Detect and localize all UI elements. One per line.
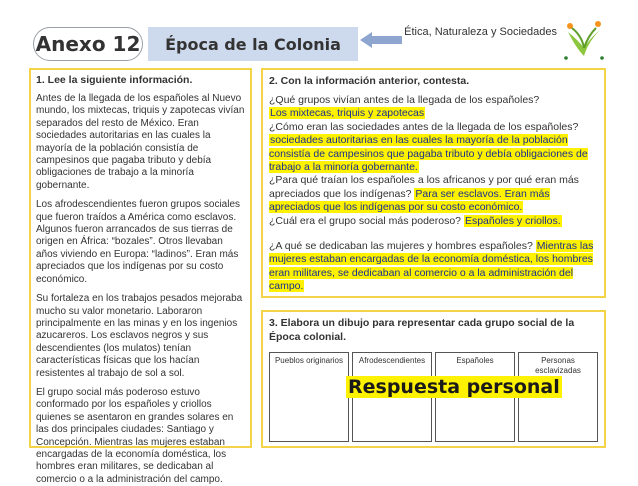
reading-paragraph: Su fortaleza en los trabajos pesados mejoraba mucho su valor monetario. Laboraron principalmente en las minas y en los ingenios azucareros. Los esclavos negros y sus descendientes (los mulatos) tenían características físicas que los hacían resistentes al trabajo de sol a sol. (36, 293, 243, 379)
question-5: ¿A qué se dedicaban las mujeres y hombres españoles? (269, 240, 533, 253)
question-1: ¿Qué grupos vivían antes de la llegada de los españoles? (269, 94, 540, 106)
personal-answer-label: Respuesta personal (348, 376, 560, 398)
answer-3: Para ser esclavos. Eran más apreciados que los indígenas por su costo económico. (269, 187, 550, 214)
question-2: ¿Cómo eran las sociedades antes de la llegada de los españoles? (269, 120, 579, 133)
question-3: ¿Para qué traían los españoles a los africanos y por qué eran más apreciados que los indígenas? (269, 174, 579, 200)
logo-icon (562, 18, 606, 62)
answer-2: sociedades autoritarias en las cuales la mayoría de la población consistía de campesinos que pagaba tributo y debía obligaciones de trabajo a la minoría gobernante. (269, 134, 588, 174)
question-4: ¿Cuál era el grupo social más poderoso? (269, 214, 462, 227)
cell-label: Pueblos originarios (274, 356, 344, 365)
questions-box (261, 68, 606, 298)
drawing-box (261, 310, 606, 448)
reading-paragraph: Los afrodescendientes fueron grupos sociales que fueron traídos a América como esclavos. Algunos fueron arrancados de sus tierras de origen en África: “bozales”. Otros llevaban años viviendo en Europa: “ladinos”. Eran más apreciados que los indígenas por su costo económico. (36, 199, 241, 285)
reading-paragraph: El grupo social más poderoso estuvo conformado por los españoles y criollos quienes se asentaron en grandes solares en las dos principales ciudades: Santiago y Concepción. Mientras las mujeres estaban encargadas de la economía doméstica, los hombres eran militares, se dedicaban al comercio o a la administración del campo. (36, 386, 234, 485)
cell-label: Personas esclavizadas (535, 356, 581, 375)
page-title: Época de la Colonia (148, 27, 358, 61)
drawing-heading: 3. Elabora un dibujo para representar cada grupo social de la Época colonial. (269, 317, 575, 343)
subject-label: Ética, Naturaleza y Sociedades (404, 26, 557, 38)
anexo-label: Anexo 12 (33, 27, 143, 61)
cell-label: Afrodescendientes (358, 356, 426, 365)
answer-4: Españoles y criollos. (464, 214, 561, 227)
reading-heading: 1. Lee la siguiente información. (36, 74, 193, 86)
drawing-cell[interactable] (269, 352, 349, 442)
answer-1: Los mixtecas, triquis y zapotecas (270, 107, 425, 120)
arrow-left-icon (360, 32, 402, 48)
cell-label: Españoles (456, 356, 494, 365)
answer-5: Mientras las mujeres estaban encargadas de la economía doméstica, los hombres eran militares, se dedicaban al comercio o a la administración del campo. (269, 240, 594, 293)
questions-heading: 2. Con la información anterior, contesta. (269, 75, 470, 87)
reading-box (29, 68, 252, 485)
reading-paragraph: Antes de la llegada de los españoles al Nuevo mundo, los mixtecas, triquis y zapotecas vivían separados del resto de México. Eran sociedades autoritarias en las cuales la mayoría de la población consistía de campesinos que pagaba tributo y debía obligaciones de trabajo a la minoría gobernante. (36, 93, 245, 191)
